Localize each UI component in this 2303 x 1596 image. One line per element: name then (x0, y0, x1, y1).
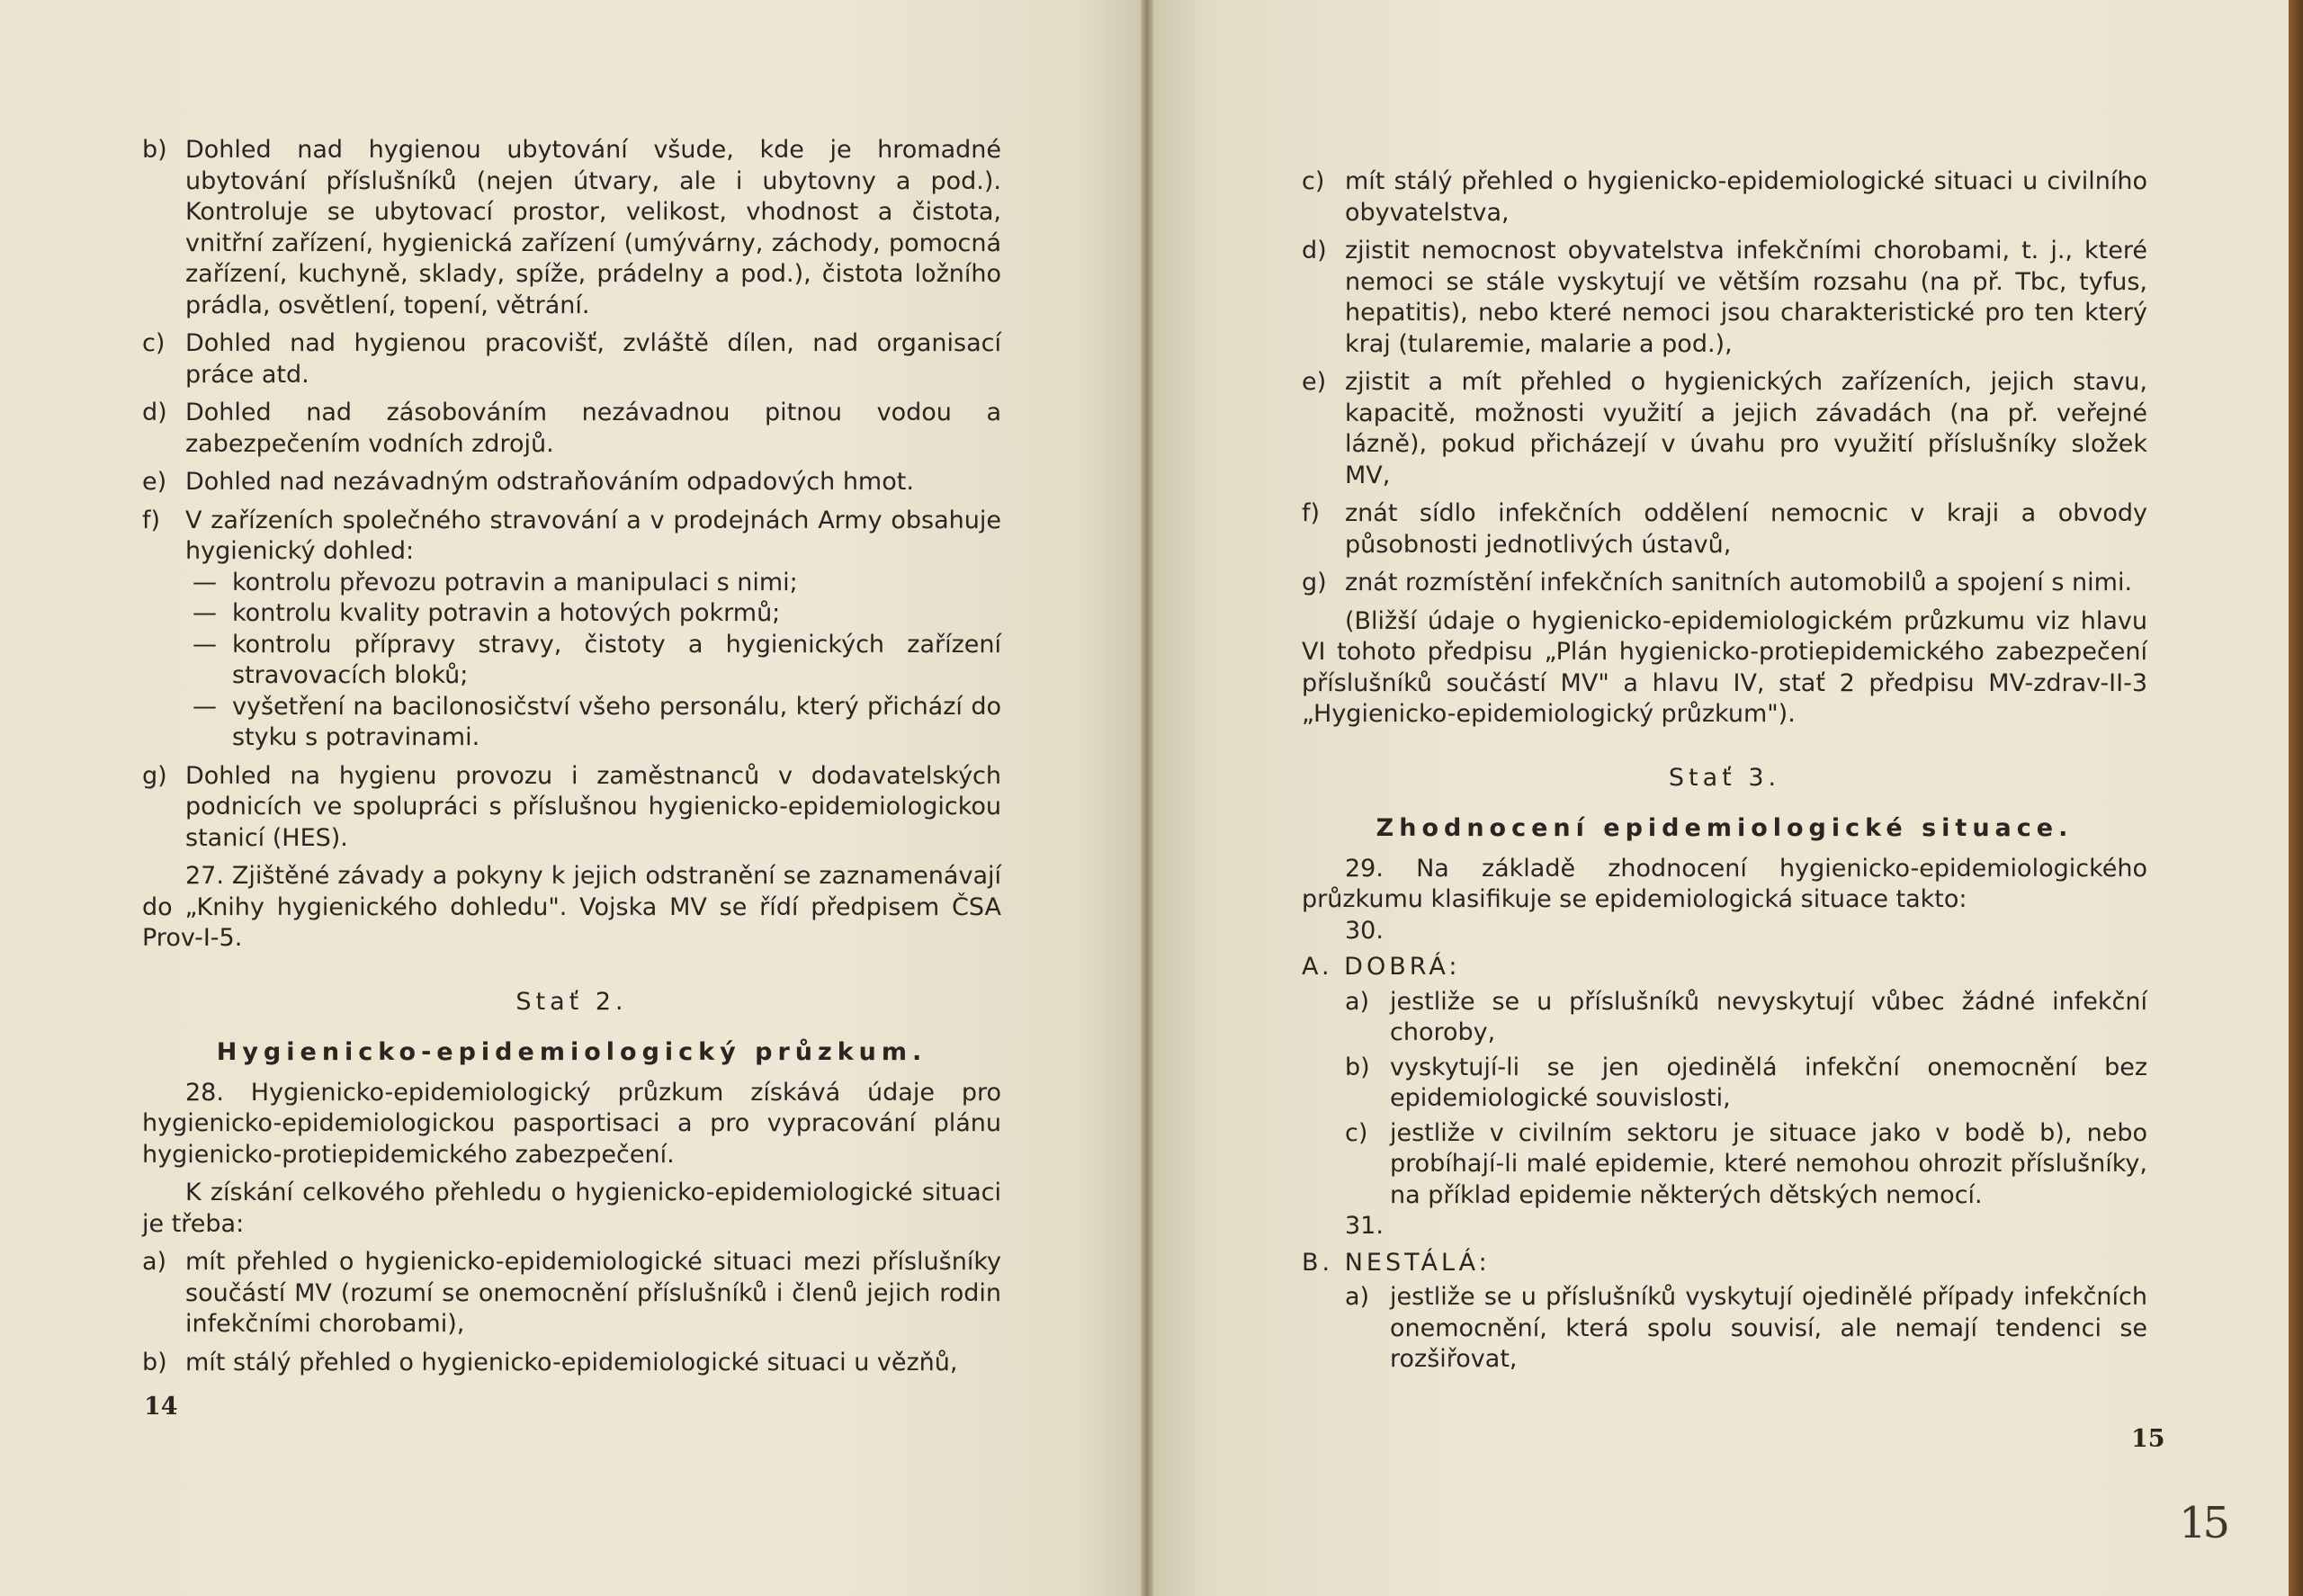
item-text: znát rozmístění infekčních sanitních automobilů a spojení s nimi. (1345, 569, 2133, 596)
dash-item (142, 630, 1001, 692)
item-text: Dohled nad hygienou pracovišť, zvláště dílen, nad organisací práce atd. (185, 329, 1001, 389)
section-subtitle: Hygienicko-epidemiologický průzkum. (216, 1038, 927, 1066)
book-cover-edge (2289, 0, 2303, 1596)
reference-note: (Bližší údaje o hygienicko-epidemiologickém průzkumu viz hlavu VI tohoto předpisu „Plán hygienicko-protiepidemického zabezpečení příslušníků součástí MV" a hlavu IV, stať 2 předpisu MV-zdrav-II-3 „Hygienicko-epidemiologický průzkum"). (1302, 606, 2147, 728)
page-number: 14 (144, 1393, 178, 1421)
list-item-e (1302, 367, 2147, 491)
dash-text: kontrolu převozu potravin a manipulaci s nimi; (232, 568, 798, 596)
dash-item (142, 598, 1001, 630)
item-text: vyskytují-li se jen ojedinělá infekční onemocnění bez epidemiologické souvislosti, (1390, 1053, 2147, 1112)
item-label: e) (142, 468, 167, 496)
section-title: Stať 2. (515, 987, 628, 1016)
item-label: a) (142, 1248, 167, 1276)
left-page (0, 0, 1141, 1596)
item-label: f) (1302, 499, 1321, 527)
left-text-column (142, 135, 1001, 1378)
dash-symbol: — (193, 599, 217, 627)
category-a-item (1302, 1118, 2147, 1212)
dash-text: kontrolu kvality potravin a hotových pokrmů; (232, 599, 781, 627)
item-label: b) (142, 136, 167, 164)
item-text: mít stálý přehled o hygienicko-epidemiologické situaci u vězňů, (185, 1348, 958, 1376)
list-item-b (142, 1348, 1001, 1379)
category-a-heading: A. DOBRÁ: (1302, 953, 1461, 981)
list-item-f (142, 506, 1001, 568)
item-label: c) (1345, 1118, 1368, 1147)
list-item-f (1302, 498, 2147, 560)
item-text: mít stálý přehled o hygienicko-epidemiologické situaci u civilního obyvatelstva, (1345, 167, 2147, 227)
paragraph-29: 29. Na základě zhodnocení hygienicko-epidemiologického průzkumu klasifikuje se epidemiologická situace takto: (1302, 854, 2147, 913)
dash-symbol: — (193, 692, 217, 721)
dash-item (142, 692, 1001, 754)
dash-text: kontrolu přípravy stravy, čistoty a hygienických zařízení stravovacích bloků; (232, 630, 1001, 689)
item-text: Dohled na hygienu provozu i zaměstnanců v dodavatelských podnicích ve spolupráci s příslušnou hygienicko-epidemiologickou stanicí (HES). (185, 761, 1001, 852)
list-item-c (142, 328, 1001, 390)
item-label: c) (142, 329, 166, 357)
category-a-item (1302, 1053, 2147, 1115)
dash-item (142, 568, 1001, 599)
section-subtitle: Zhodnocení epidemiologické situace. (1376, 814, 2074, 842)
list-item-c (1302, 166, 2147, 229)
item-label: a) (1345, 987, 1370, 1016)
category-b-heading: B. NESTÁLÁ: (1302, 1248, 1491, 1277)
item-label: a) (1345, 1283, 1370, 1311)
category-a-item (1302, 987, 2147, 1049)
category-b-item (1302, 1282, 2147, 1376)
item-text: mít přehled o hygienicko-epidemiologické situaci mezi příslušníky součástí MV (rozumí se onemocnění příslušníků i členů jejich rodin infekčními chorobami), (185, 1248, 1001, 1338)
list-item-d (1302, 236, 2147, 360)
item-label: b) (1345, 1053, 1370, 1081)
item-text: Dohled nad nezávadným odstraňováním odpadových hmot. (185, 468, 914, 496)
item-label: d) (1302, 237, 1327, 265)
item-label: g) (142, 761, 167, 790)
item-label: f) (142, 506, 161, 534)
dash-text: vyšetření na bacilonosičství všeho personálu, který přichází do styku s potravinami. (232, 692, 1001, 751)
item-label: e) (1302, 368, 1327, 396)
paragraph-number-31: 31. (1345, 1212, 1384, 1240)
section-title: Stať 3. (1668, 763, 1781, 792)
list-item-d (142, 398, 1001, 460)
paragraph-28: 28. Hygienicko-epidemiologický průzkum získává údaje pro hygienicko-epidemiologickou pasportisaci a pro vypracování plánu hygienicko-protiepidemického zabezpečení. (142, 1078, 1001, 1169)
item-label: b) (142, 1348, 167, 1376)
item-text: Dohled nad zásobováním nezávadnou pitnou vodou a zabezpečením vodních zdrojů. (185, 399, 1001, 458)
item-text: Dohled nad hygienou ubytování všude, kde je hromadné ubytování příslušníků (nejen útvary, ale i ubytovny a pod.). Kontroluje se ubytovací prostor, velikost, vhodnost a čistota, vnitřní zařízení, hygienická zařízení (umývárny, záchody, pomocná zařízení, kuchyně, sklady, spíže, prádelny a pod.), čistota ložního prádla, osvětlení, topení, větrání. (185, 136, 1001, 319)
item-text: zjistit a mít přehled o hygienických zařízeních, jejich stavu, kapacitě, možnosti využití a jejich závadách (na př. veřejné lázně), pokud přicházejí v úvahu pro využití příslušníky složek MV, (1345, 368, 2147, 489)
list-item-g (142, 761, 1001, 855)
item-text: jestliže v civilním sektoru je situace jako v bodě b), nebo probíhají-li malé epidemie, které nemohou ohrozit příslušníky, na příklad epidemie některých dětských nemocí. (1390, 1118, 2147, 1209)
handwritten-page-mark: 15 (2179, 1498, 2227, 1548)
list-item-g (1302, 568, 2147, 599)
item-label: c) (1302, 167, 1325, 195)
right-page (1153, 0, 2289, 1596)
item-text: znát sídlo infekčních oddělení nemocnic v kraji a obvody působnosti jednotlivých ústavů, (1345, 499, 2147, 559)
page-number: 15 (2131, 1425, 2165, 1453)
list-item-b (142, 135, 1001, 321)
list-item-e (142, 467, 1001, 498)
item-text: V zařízeních společného stravování a v prodejnách Army obsahuje hygienický dohled: (185, 506, 1001, 565)
paragraph-k: K získání celkového přehledu o hygienicko-epidemiologické situaci je třeba: (142, 1179, 1001, 1238)
book-gutter (1141, 0, 1153, 1596)
list-item-a (142, 1247, 1001, 1340)
paragraph-number-30: 30. (1345, 916, 1384, 945)
item-label: d) (142, 399, 167, 426)
item-text: zjistit nemocnost obyvatelstva infekčními chorobami, t. j., které nemoci se stále vyskytují ve větším rozsahu (na př. Tbc, tyfus, hepatitis), nebo které nemoci jsou charakteristické pro ten který kraj (tularemie, malarie a pod.), (1345, 237, 2147, 358)
right-text-column (1302, 166, 2147, 1376)
dash-symbol: — (193, 630, 217, 659)
dash-symbol: — (193, 568, 217, 596)
item-text: jestliže se u příslušníků vyskytují ojedinělé případy infekčních onemocnění, která spolu souvisí, ale nemají tendenci se rozšiřovat, (1390, 1283, 2147, 1373)
item-text: jestliže se u příslušníků nevyskytují vůbec žádné infekční choroby, (1390, 987, 2147, 1046)
item-label: g) (1302, 569, 1327, 596)
paragraph-27: 27. Zjištěné závady a pokyny k jejich odstranění se zaznamenávají do „Knihy hygienického dohledu". Vojska MV se řídí předpisem ČSA Prov-I-5. (142, 862, 1001, 952)
